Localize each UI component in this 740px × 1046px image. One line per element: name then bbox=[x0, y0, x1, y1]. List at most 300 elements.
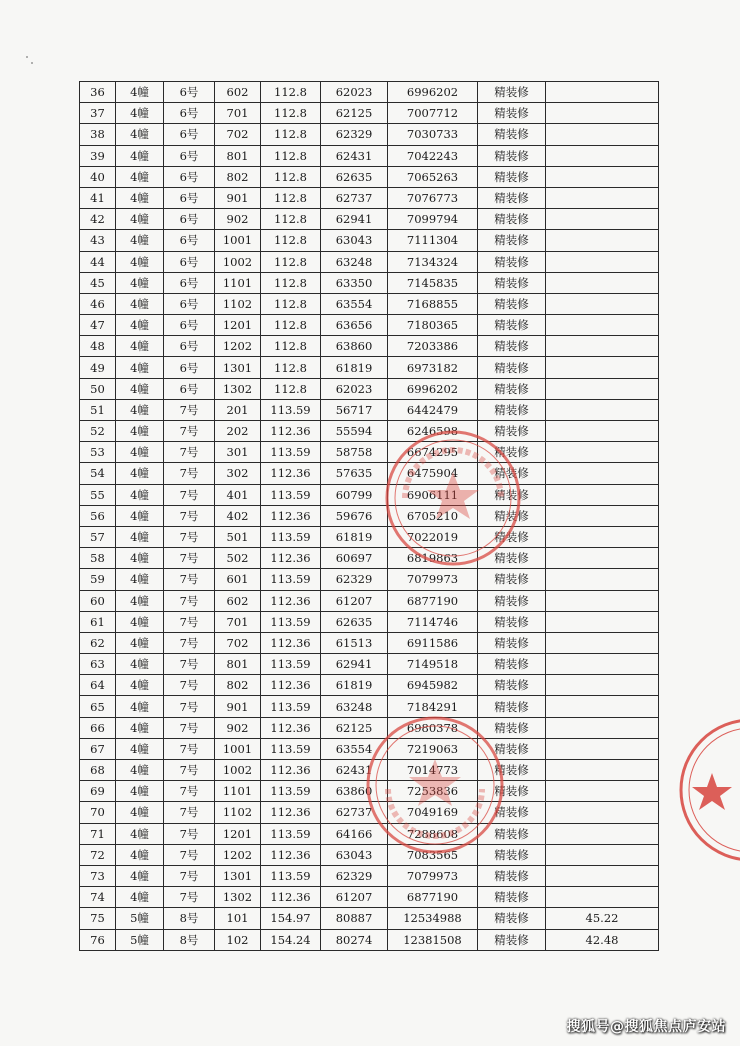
table-cell: 精装修 bbox=[478, 760, 546, 781]
table-cell: 1201 bbox=[215, 823, 261, 844]
table-cell: 113.59 bbox=[261, 865, 321, 886]
table-cell: 51 bbox=[80, 399, 116, 420]
table-cell: 精装修 bbox=[478, 865, 546, 886]
table-cell: 精装修 bbox=[478, 442, 546, 463]
table-cell: 62635 bbox=[321, 166, 388, 187]
table-cell: 精装修 bbox=[478, 717, 546, 738]
table-cell: 113.59 bbox=[261, 442, 321, 463]
table-cell: 7号 bbox=[164, 696, 215, 717]
table-cell: 4幢 bbox=[116, 230, 164, 251]
table-cell: 63554 bbox=[321, 738, 388, 759]
table-cell: 63860 bbox=[321, 781, 388, 802]
table-cell: 6号 bbox=[164, 187, 215, 208]
table-cell bbox=[546, 145, 659, 166]
table-cell: 7号 bbox=[164, 738, 215, 759]
table-cell: 精装修 bbox=[478, 315, 546, 336]
table-cell: 602 bbox=[215, 82, 261, 103]
table-cell: 精装修 bbox=[478, 336, 546, 357]
table-cell: 6号 bbox=[164, 293, 215, 314]
table-cell: 6475904 bbox=[388, 463, 478, 484]
table-cell bbox=[546, 124, 659, 145]
table-row bbox=[80, 675, 659, 696]
table-cell: 1302 bbox=[215, 887, 261, 908]
table-cell bbox=[546, 526, 659, 547]
table-cell: 61513 bbox=[321, 632, 388, 653]
table-cell: 61207 bbox=[321, 887, 388, 908]
table-row bbox=[80, 230, 659, 251]
table-cell: 精装修 bbox=[478, 251, 546, 272]
table-cell: 6号 bbox=[164, 145, 215, 166]
table-cell: 4幢 bbox=[116, 675, 164, 696]
table-cell: 7号 bbox=[164, 887, 215, 908]
table-cell: 精装修 bbox=[478, 145, 546, 166]
table-cell: 902 bbox=[215, 717, 261, 738]
table-cell: 5幢 bbox=[116, 929, 164, 950]
table-row bbox=[80, 145, 659, 166]
table-cell: 精装修 bbox=[478, 548, 546, 569]
table-cell: 4幢 bbox=[116, 611, 164, 632]
table-cell: 113.59 bbox=[261, 696, 321, 717]
table-cell: 1202 bbox=[215, 336, 261, 357]
table-cell: 6996202 bbox=[388, 378, 478, 399]
table-cell: 1201 bbox=[215, 315, 261, 336]
table-cell: 6674295 bbox=[388, 442, 478, 463]
table-cell bbox=[546, 209, 659, 230]
table-row bbox=[80, 124, 659, 145]
table-cell bbox=[546, 760, 659, 781]
table-cell bbox=[546, 103, 659, 124]
table-cell: 112.8 bbox=[261, 357, 321, 378]
table-cell: 8号 bbox=[164, 929, 215, 950]
table-cell: 6246598 bbox=[388, 421, 478, 442]
table-cell: 52 bbox=[80, 421, 116, 442]
table-cell: 112.8 bbox=[261, 166, 321, 187]
table-cell: 62125 bbox=[321, 103, 388, 124]
table-cell: 精装修 bbox=[478, 124, 546, 145]
table-cell: 54 bbox=[80, 463, 116, 484]
table-cell bbox=[546, 611, 659, 632]
table-row bbox=[80, 632, 659, 653]
table-cell: 7号 bbox=[164, 484, 215, 505]
table-cell: 56717 bbox=[321, 399, 388, 420]
table-cell: 7076773 bbox=[388, 187, 478, 208]
table-cell bbox=[546, 505, 659, 526]
table-row bbox=[80, 929, 659, 950]
table-cell: 61819 bbox=[321, 357, 388, 378]
table-cell: 112.36 bbox=[261, 632, 321, 653]
table-cell: 702 bbox=[215, 632, 261, 653]
table-cell: 4幢 bbox=[116, 654, 164, 675]
table-cell: 7042243 bbox=[388, 145, 478, 166]
table-cell: 7号 bbox=[164, 442, 215, 463]
table-cell: 7168855 bbox=[388, 293, 478, 314]
table-cell: 6号 bbox=[164, 166, 215, 187]
table-cell: 701 bbox=[215, 103, 261, 124]
table-cell: 4幢 bbox=[116, 526, 164, 547]
table-cell: 1302 bbox=[215, 378, 261, 399]
table-cell bbox=[546, 865, 659, 886]
table-cell: 69 bbox=[80, 781, 116, 802]
table-cell: 61 bbox=[80, 611, 116, 632]
table-cell: 76 bbox=[80, 929, 116, 950]
table-cell: 64 bbox=[80, 675, 116, 696]
table-cell: 112.36 bbox=[261, 590, 321, 611]
table-cell bbox=[546, 166, 659, 187]
table-cell: 112.8 bbox=[261, 82, 321, 103]
table-cell: 精装修 bbox=[478, 272, 546, 293]
table-cell: 精装修 bbox=[478, 166, 546, 187]
table-row bbox=[80, 336, 659, 357]
table-row bbox=[80, 696, 659, 717]
table-cell: 7号 bbox=[164, 717, 215, 738]
table-cell: 112.36 bbox=[261, 675, 321, 696]
table-cell: 58758 bbox=[321, 442, 388, 463]
table-cell: 6877190 bbox=[388, 590, 478, 611]
scan-speck bbox=[26, 56, 28, 58]
table-row bbox=[80, 569, 659, 590]
table-cell: 602 bbox=[215, 590, 261, 611]
table-cell: 6号 bbox=[164, 251, 215, 272]
table-cell: 4幢 bbox=[116, 421, 164, 442]
table-cell: 精装修 bbox=[478, 781, 546, 802]
table-row bbox=[80, 654, 659, 675]
table-cell: 12534988 bbox=[388, 908, 478, 929]
table-cell: 7114746 bbox=[388, 611, 478, 632]
table-cell: 62431 bbox=[321, 145, 388, 166]
table-cell: 62023 bbox=[321, 82, 388, 103]
table-cell: 202 bbox=[215, 421, 261, 442]
table-cell: 7号 bbox=[164, 505, 215, 526]
table-cell: 48 bbox=[80, 336, 116, 357]
table-cell bbox=[546, 293, 659, 314]
table-row bbox=[80, 463, 659, 484]
table-cell: 62329 bbox=[321, 569, 388, 590]
table-cell: 63350 bbox=[321, 272, 388, 293]
table-cell: 4幢 bbox=[116, 887, 164, 908]
table-cell: 4幢 bbox=[116, 823, 164, 844]
table-row bbox=[80, 357, 659, 378]
table-cell: 80887 bbox=[321, 908, 388, 929]
table-cell: 112.36 bbox=[261, 421, 321, 442]
table-cell: 62737 bbox=[321, 187, 388, 208]
table-cell: 4幢 bbox=[116, 336, 164, 357]
table-cell: 6号 bbox=[164, 357, 215, 378]
table-cell: 4幢 bbox=[116, 484, 164, 505]
table-cell: 112.36 bbox=[261, 844, 321, 865]
table-cell: 40 bbox=[80, 166, 116, 187]
table-cell: 112.36 bbox=[261, 463, 321, 484]
table-cell: 6号 bbox=[164, 315, 215, 336]
table-cell: 1102 bbox=[215, 293, 261, 314]
table-cell: 801 bbox=[215, 654, 261, 675]
table-row bbox=[80, 802, 659, 823]
table-cell: 6705210 bbox=[388, 505, 478, 526]
table-cell: 62329 bbox=[321, 865, 388, 886]
table-body bbox=[80, 82, 659, 951]
table-cell: 7219063 bbox=[388, 738, 478, 759]
table-cell: 402 bbox=[215, 505, 261, 526]
table-cell: 4幢 bbox=[116, 293, 164, 314]
table-cell bbox=[546, 781, 659, 802]
table-cell: 154.97 bbox=[261, 908, 321, 929]
table-cell: 501 bbox=[215, 526, 261, 547]
table-row bbox=[80, 548, 659, 569]
table-cell: 62941 bbox=[321, 209, 388, 230]
table-cell: 6945982 bbox=[388, 675, 478, 696]
table-cell bbox=[546, 251, 659, 272]
table-cell: 6号 bbox=[164, 230, 215, 251]
table-cell: 112.36 bbox=[261, 887, 321, 908]
table-cell: 401 bbox=[215, 484, 261, 505]
table-cell bbox=[546, 717, 659, 738]
table-cell: 4幢 bbox=[116, 251, 164, 272]
table-cell: 42 bbox=[80, 209, 116, 230]
table-cell: 1101 bbox=[215, 272, 261, 293]
table-cell: 112.8 bbox=[261, 251, 321, 272]
table-cell: 113.59 bbox=[261, 399, 321, 420]
table-cell bbox=[546, 272, 659, 293]
table-cell: 7号 bbox=[164, 844, 215, 865]
table-cell: 4幢 bbox=[116, 696, 164, 717]
table-row bbox=[80, 251, 659, 272]
table-row bbox=[80, 760, 659, 781]
table-cell: 精装修 bbox=[478, 632, 546, 653]
table-cell: 901 bbox=[215, 696, 261, 717]
table-row bbox=[80, 526, 659, 547]
table-cell: 7号 bbox=[164, 632, 215, 653]
table-cell: 精装修 bbox=[478, 463, 546, 484]
table-cell: 1101 bbox=[215, 781, 261, 802]
table-cell: 7号 bbox=[164, 463, 215, 484]
table-row bbox=[80, 823, 659, 844]
table-cell: 56 bbox=[80, 505, 116, 526]
table-cell: 49 bbox=[80, 357, 116, 378]
table-cell bbox=[546, 484, 659, 505]
table-cell: 精装修 bbox=[478, 675, 546, 696]
table-cell bbox=[546, 569, 659, 590]
table-cell: 7022019 bbox=[388, 526, 478, 547]
table-cell: 63656 bbox=[321, 315, 388, 336]
table-cell: 113.59 bbox=[261, 738, 321, 759]
table-cell bbox=[546, 887, 659, 908]
table-cell: 113.59 bbox=[261, 484, 321, 505]
table-cell: 112.8 bbox=[261, 124, 321, 145]
table-cell: 4幢 bbox=[116, 357, 164, 378]
table-cell: 113.59 bbox=[261, 569, 321, 590]
table-cell: 精装修 bbox=[478, 887, 546, 908]
table-cell bbox=[546, 399, 659, 420]
table-cell: 55594 bbox=[321, 421, 388, 442]
table-cell: 302 bbox=[215, 463, 261, 484]
table-cell: 63043 bbox=[321, 230, 388, 251]
table-cell: 62125 bbox=[321, 717, 388, 738]
table-cell: 精装修 bbox=[478, 230, 546, 251]
table-row bbox=[80, 484, 659, 505]
table-cell: 902 bbox=[215, 209, 261, 230]
table-cell bbox=[546, 696, 659, 717]
table-cell: 4幢 bbox=[116, 442, 164, 463]
table-cell: 7号 bbox=[164, 781, 215, 802]
table-cell: 精装修 bbox=[478, 378, 546, 399]
table-cell: 7号 bbox=[164, 569, 215, 590]
table-cell: 7号 bbox=[164, 548, 215, 569]
table-cell: 63043 bbox=[321, 844, 388, 865]
table-cell: 7099794 bbox=[388, 209, 478, 230]
table-cell: 112.8 bbox=[261, 103, 321, 124]
table-cell: 7253836 bbox=[388, 781, 478, 802]
table-row bbox=[80, 82, 659, 103]
table-row bbox=[80, 442, 659, 463]
table-cell: 7030733 bbox=[388, 124, 478, 145]
table-cell: 6号 bbox=[164, 272, 215, 293]
table-cell: 6980378 bbox=[388, 717, 478, 738]
table-cell: 1202 bbox=[215, 844, 261, 865]
table-cell bbox=[546, 378, 659, 399]
table-cell: 53 bbox=[80, 442, 116, 463]
table-cell bbox=[546, 823, 659, 844]
table-cell: 4幢 bbox=[116, 632, 164, 653]
table-cell: 精装修 bbox=[478, 399, 546, 420]
table-cell: 1002 bbox=[215, 760, 261, 781]
table-cell bbox=[546, 187, 659, 208]
table-cell: 74 bbox=[80, 887, 116, 908]
table-cell: 112.36 bbox=[261, 760, 321, 781]
table-row bbox=[80, 209, 659, 230]
table-cell: 47 bbox=[80, 315, 116, 336]
table-cell: 62329 bbox=[321, 124, 388, 145]
table-row bbox=[80, 590, 659, 611]
table-cell: 精装修 bbox=[478, 611, 546, 632]
table-cell: 7145835 bbox=[388, 272, 478, 293]
table-cell: 112.8 bbox=[261, 272, 321, 293]
table-cell: 4幢 bbox=[116, 103, 164, 124]
table-cell: 61207 bbox=[321, 590, 388, 611]
table-cell: 7号 bbox=[164, 802, 215, 823]
table-cell: 65 bbox=[80, 696, 116, 717]
table-cell: 201 bbox=[215, 399, 261, 420]
table-cell: 4幢 bbox=[116, 738, 164, 759]
table-row bbox=[80, 293, 659, 314]
table-cell: 4幢 bbox=[116, 844, 164, 865]
table-cell: 精装修 bbox=[478, 526, 546, 547]
table-cell: 6号 bbox=[164, 124, 215, 145]
table-cell: 63554 bbox=[321, 293, 388, 314]
table-cell: 68 bbox=[80, 760, 116, 781]
table-cell: 7014773 bbox=[388, 760, 478, 781]
table-cell: 112.8 bbox=[261, 378, 321, 399]
table-cell: 4幢 bbox=[116, 505, 164, 526]
table-cell bbox=[546, 421, 659, 442]
table-cell bbox=[546, 844, 659, 865]
table-cell: 6911586 bbox=[388, 632, 478, 653]
table-cell: 7007712 bbox=[388, 103, 478, 124]
table-cell: 4幢 bbox=[116, 717, 164, 738]
table-cell: 45.22 bbox=[546, 908, 659, 929]
partial-seal-icon bbox=[676, 715, 740, 865]
table-cell: 7号 bbox=[164, 823, 215, 844]
table-cell: 5幢 bbox=[116, 908, 164, 929]
table-cell: 7号 bbox=[164, 399, 215, 420]
table-cell: 精装修 bbox=[478, 844, 546, 865]
table-cell: 4幢 bbox=[116, 187, 164, 208]
table-cell: 精装修 bbox=[478, 696, 546, 717]
table-cell: 70 bbox=[80, 802, 116, 823]
table-row bbox=[80, 844, 659, 865]
table-cell: 7184291 bbox=[388, 696, 478, 717]
table-cell: 57 bbox=[80, 526, 116, 547]
watermark-text: 搜狐号@搜狐焦点庐安站 bbox=[566, 1019, 726, 1035]
table-cell: 7号 bbox=[164, 760, 215, 781]
table-cell: 4幢 bbox=[116, 272, 164, 293]
table-row bbox=[80, 103, 659, 124]
table-cell: 113.59 bbox=[261, 654, 321, 675]
table-cell: 62737 bbox=[321, 802, 388, 823]
table-cell: 4幢 bbox=[116, 463, 164, 484]
table-cell: 精装修 bbox=[478, 569, 546, 590]
table-cell: 101 bbox=[215, 908, 261, 929]
table-cell: 4幢 bbox=[116, 590, 164, 611]
table-cell: 6973182 bbox=[388, 357, 478, 378]
table-cell: 63248 bbox=[321, 251, 388, 272]
table-row bbox=[80, 166, 659, 187]
table-row bbox=[80, 272, 659, 293]
table-cell: 精装修 bbox=[478, 802, 546, 823]
table-row bbox=[80, 378, 659, 399]
table-cell: 6819863 bbox=[388, 548, 478, 569]
table-cell: 112.36 bbox=[261, 505, 321, 526]
table-cell: 701 bbox=[215, 611, 261, 632]
table-row bbox=[80, 887, 659, 908]
table-cell: 60 bbox=[80, 590, 116, 611]
table-cell: 102 bbox=[215, 929, 261, 950]
table-cell: 62431 bbox=[321, 760, 388, 781]
table-cell: 901 bbox=[215, 187, 261, 208]
table-row bbox=[80, 738, 659, 759]
table-cell: 154.24 bbox=[261, 929, 321, 950]
table-cell: 57635 bbox=[321, 463, 388, 484]
table-cell bbox=[546, 548, 659, 569]
table-cell: 42.48 bbox=[546, 929, 659, 950]
table-cell: 112.8 bbox=[261, 336, 321, 357]
table-cell: 63248 bbox=[321, 696, 388, 717]
table-cell: 64166 bbox=[321, 823, 388, 844]
scan-speck bbox=[31, 62, 33, 64]
table-cell: 7号 bbox=[164, 611, 215, 632]
table-cell: 4幢 bbox=[116, 865, 164, 886]
table-cell: 精装修 bbox=[478, 908, 546, 929]
table-cell: 精装修 bbox=[478, 209, 546, 230]
table-cell: 802 bbox=[215, 675, 261, 696]
table-row bbox=[80, 865, 659, 886]
table-cell: 63 bbox=[80, 654, 116, 675]
table-cell: 112.8 bbox=[261, 145, 321, 166]
table-cell: 4幢 bbox=[116, 399, 164, 420]
table-cell: 112.36 bbox=[261, 802, 321, 823]
table-cell: 46 bbox=[80, 293, 116, 314]
table-cell: 6号 bbox=[164, 336, 215, 357]
table-cell: 7111304 bbox=[388, 230, 478, 251]
table-cell bbox=[546, 590, 659, 611]
table-cell: 精装修 bbox=[478, 738, 546, 759]
table-cell: 4幢 bbox=[116, 781, 164, 802]
table-cell: 4幢 bbox=[116, 209, 164, 230]
table-cell: 80274 bbox=[321, 929, 388, 950]
table-cell: 58 bbox=[80, 548, 116, 569]
table-cell: 72 bbox=[80, 844, 116, 865]
table-cell: 802 bbox=[215, 166, 261, 187]
table-cell: 37 bbox=[80, 103, 116, 124]
table-cell: 12381508 bbox=[388, 929, 478, 950]
